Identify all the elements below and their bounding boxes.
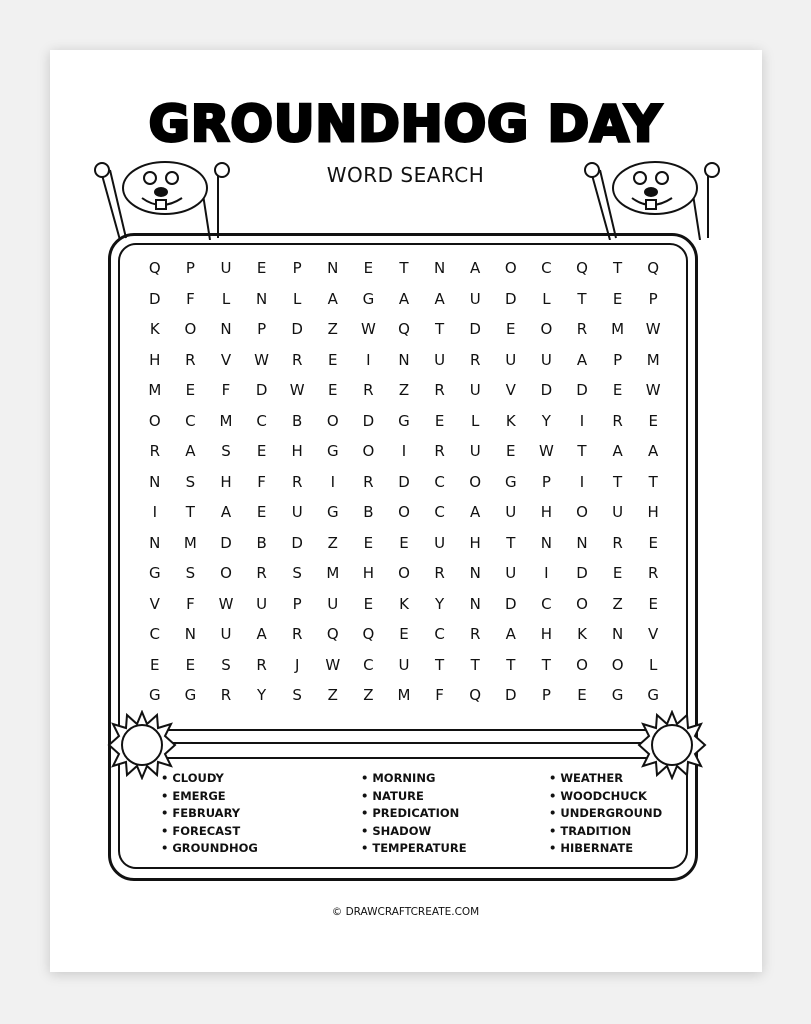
grid-letter: Z xyxy=(612,594,623,613)
word-item: • NATURE xyxy=(361,788,467,806)
grid-letter: P xyxy=(541,686,551,704)
grid-letter: R xyxy=(647,564,659,582)
grid-letter: D xyxy=(291,320,303,338)
grid-letter: W xyxy=(325,655,341,674)
grid-letter: N xyxy=(576,533,588,552)
grid-letter: A xyxy=(505,625,516,643)
grid-letter: N xyxy=(327,259,339,277)
grid-letter: Z xyxy=(398,381,410,399)
grid-letter: O xyxy=(220,564,232,582)
word-item: • UNDERGROUND xyxy=(549,805,662,823)
grid-letter: V xyxy=(505,381,516,399)
grid-letter: E xyxy=(648,533,658,552)
grid-letter: U xyxy=(291,503,303,521)
grid-letter: D xyxy=(291,533,303,552)
grid-letter: O xyxy=(184,320,197,338)
grid-letter: U xyxy=(540,350,552,369)
grid-letter: E xyxy=(185,381,196,399)
grid-letter: A xyxy=(220,503,232,521)
grid-letter: O xyxy=(611,655,624,674)
grid-letter: O xyxy=(576,503,588,521)
grid-letter: R xyxy=(256,564,267,582)
grid-letter: E xyxy=(363,533,374,552)
grid-letter: A xyxy=(185,442,196,460)
word-item: • PREDICATION xyxy=(361,805,467,823)
grid-letter: R xyxy=(612,411,623,430)
grid-letter: N xyxy=(255,289,268,308)
grid-letter: P xyxy=(541,472,551,491)
grid-letter: R xyxy=(220,686,232,704)
grid-letter: P xyxy=(648,289,658,308)
grid-letter: R xyxy=(291,472,303,491)
grid-letter: M xyxy=(611,320,625,338)
grid-letter: G xyxy=(326,442,339,460)
grid-letter: Z xyxy=(327,533,338,552)
grid-letter: Q xyxy=(647,259,660,277)
word-item: • FORECAST xyxy=(161,823,258,841)
grid-letter: T xyxy=(613,472,623,491)
grid-letter: C xyxy=(256,411,267,430)
grid-letter: F xyxy=(186,594,195,613)
grid-letter: B xyxy=(363,503,374,521)
grid-letter: N xyxy=(184,625,196,643)
grid-letter: I xyxy=(401,442,407,460)
word-item: • GROUNDHOG xyxy=(161,840,258,858)
grid-letter: K xyxy=(505,411,516,430)
grid-letter: R xyxy=(185,350,196,369)
grid-letter: O xyxy=(576,655,588,674)
grid-letter: F xyxy=(435,686,444,704)
grid-letter: H xyxy=(469,533,481,552)
grid-letter: R xyxy=(434,381,445,399)
grid-letter: N xyxy=(611,625,624,643)
grid-letter: A xyxy=(434,289,445,308)
grid-letter: D xyxy=(362,411,375,430)
grid-letter: W xyxy=(360,320,376,338)
grid-letter: P xyxy=(185,259,195,277)
grid-letter: M xyxy=(148,381,162,399)
letter-grid xyxy=(137,253,671,711)
grid-letter: R xyxy=(434,564,445,582)
grid-letter: D xyxy=(220,533,232,552)
grid-letter: N xyxy=(398,350,410,369)
word-list-column-1 xyxy=(161,770,258,858)
grid-letter: I xyxy=(579,472,585,491)
grid-letter: O xyxy=(148,411,161,430)
grid-letter: E xyxy=(506,320,516,338)
grid-letter: V xyxy=(220,350,232,369)
grid-letter: A xyxy=(256,625,267,643)
grid-letter: O xyxy=(576,594,588,613)
grid-letter: E xyxy=(185,655,196,674)
grid-letter: Q xyxy=(148,259,161,277)
grid-letter: Y xyxy=(257,686,267,704)
grid-letter: E xyxy=(150,655,160,674)
word-list-column-3 xyxy=(549,770,662,858)
grid-letter: H xyxy=(149,350,161,369)
word-item: • TEMPERATURE xyxy=(361,840,467,858)
grid-letter: P xyxy=(257,320,267,338)
grid-letter: L xyxy=(542,289,551,308)
grid-letter: T xyxy=(185,503,195,521)
grid-letter: C xyxy=(541,259,552,277)
grid-letter: Q xyxy=(326,625,339,643)
word-item: • FEBRUARY xyxy=(161,805,258,823)
grid-letter: I xyxy=(330,472,335,491)
grid-letter: N xyxy=(220,320,232,338)
grid-letter: E xyxy=(434,411,445,430)
grid-letter: T xyxy=(648,472,658,491)
grid-letter: E xyxy=(256,503,267,521)
grid-letter: U xyxy=(469,381,481,399)
grid-letter: T xyxy=(577,442,587,460)
grid-letter: A xyxy=(576,350,588,369)
grid-letter: G xyxy=(148,686,161,704)
grid-letter: M xyxy=(646,350,660,369)
grid-letter: A xyxy=(612,442,623,460)
grid-letter: M xyxy=(183,533,197,552)
word-item: • WOODCHUCK xyxy=(549,788,662,806)
grid-letter: G xyxy=(398,411,410,430)
grid-letter: U xyxy=(434,533,446,552)
grid-letter: A xyxy=(470,503,481,521)
grid-letter: T xyxy=(506,655,516,674)
grid-letter: M xyxy=(326,564,340,582)
grid-letter: N xyxy=(149,472,161,491)
grid-letter: Q xyxy=(576,259,588,277)
grid-letter: E xyxy=(612,289,623,308)
grid-letter: E xyxy=(648,411,658,430)
grid-letter: C xyxy=(434,625,445,643)
grid-letter: D xyxy=(255,381,268,399)
grid-letter: U xyxy=(256,594,268,613)
grid-letter: R xyxy=(434,442,445,460)
copyright-footer: © DRAWCRAFTCREATE.COM xyxy=(331,906,480,918)
grid-letter: U xyxy=(327,594,339,613)
grid-letter: L xyxy=(649,655,658,674)
grid-letter: D xyxy=(469,320,481,338)
grid-letter: G xyxy=(611,686,624,704)
grid-letter: T xyxy=(435,655,445,674)
grid-letter: S xyxy=(185,472,196,491)
grid-letter: S xyxy=(221,655,231,674)
grid-letter: Q xyxy=(398,320,410,338)
grid-letter: R xyxy=(363,472,374,491)
grid-letter: U xyxy=(469,442,481,460)
grid-letter: P xyxy=(613,350,623,369)
grid-letter: A xyxy=(327,289,338,308)
grid-letter: E xyxy=(363,594,374,613)
grid-letter: O xyxy=(398,564,410,582)
grid-letter: H xyxy=(362,564,375,582)
grid-letter: B xyxy=(256,533,267,552)
grid-letter: Q xyxy=(469,686,482,704)
grid-letter: C xyxy=(185,411,196,430)
grid-letter: G xyxy=(647,686,659,704)
grid-letter: S xyxy=(185,564,196,582)
grid-letter: I xyxy=(152,503,158,521)
grid-letter: N xyxy=(469,594,481,613)
word-item: • SHADOW xyxy=(361,823,467,841)
grid-letter: K xyxy=(399,594,409,613)
grid-letter: C xyxy=(363,655,374,674)
grid-letter: E xyxy=(648,594,658,613)
grid-letter: I xyxy=(579,411,585,430)
grid-letter: R xyxy=(363,381,374,399)
grid-letter: U xyxy=(505,350,517,369)
grid-letter: F xyxy=(257,472,266,491)
grid-letter: D xyxy=(505,289,517,308)
grid-letter: T xyxy=(470,655,480,674)
grid-letter: Y xyxy=(435,594,445,613)
grid-letter: U xyxy=(220,625,232,643)
grid-letter: T xyxy=(399,259,409,277)
grid-letter: H xyxy=(291,442,303,460)
grid-letter: K xyxy=(149,320,160,338)
grid-letter: L xyxy=(221,289,231,308)
grid-letter: I xyxy=(366,350,371,369)
grid-letter: J xyxy=(294,655,300,674)
grid-letter: Y xyxy=(541,411,551,430)
word-item: • CLOUDY xyxy=(161,770,258,788)
grid-letter: C xyxy=(541,594,552,613)
grid-letter: D xyxy=(540,381,553,399)
grid-letter: Z xyxy=(327,686,338,704)
grid-letter: C xyxy=(434,472,445,491)
grid-letter: G xyxy=(362,289,375,308)
grid-letter: O xyxy=(504,259,517,277)
grid-letter: S xyxy=(221,442,231,460)
grid-letter: N xyxy=(469,564,481,582)
grid-letter: P xyxy=(292,594,302,613)
page-title: GROUNDHOG DAY xyxy=(148,95,663,153)
grid-letter: H xyxy=(220,472,232,491)
grid-letter: G xyxy=(184,686,197,704)
grid-letter: D xyxy=(505,594,517,613)
grid-letter: E xyxy=(612,564,623,582)
grid-letter: R xyxy=(149,442,161,460)
grid-letter: G xyxy=(504,472,517,491)
grid-letter: W xyxy=(645,381,661,399)
grid-letter: E xyxy=(577,686,587,704)
grid-letter: U xyxy=(505,503,517,521)
grid-letter: D xyxy=(149,289,161,308)
grid-letter: E xyxy=(363,259,374,277)
grid-letter: R xyxy=(291,350,303,369)
grid-letter: D xyxy=(576,564,588,582)
grid-letter: F xyxy=(221,381,231,399)
grid-letter: T xyxy=(435,320,445,338)
word-item: • WEATHER xyxy=(549,770,662,788)
grid-letter: Z xyxy=(327,320,338,338)
grid-letter: A xyxy=(470,259,481,277)
grid-letter: L xyxy=(471,411,480,430)
grid-letter: R xyxy=(291,625,303,643)
grid-letter: O xyxy=(398,503,410,521)
grid-letter: Q xyxy=(362,625,375,643)
grid-letter: U xyxy=(612,503,624,521)
grid-letter: D xyxy=(398,472,410,491)
grid-letter: T xyxy=(506,533,516,552)
grid-letter: D xyxy=(576,381,588,399)
grid-letter: T xyxy=(577,289,587,308)
grid-letter: C xyxy=(149,625,161,643)
grid-letter: W xyxy=(538,442,554,460)
grid-letter: B xyxy=(292,411,303,430)
grid-letter: R xyxy=(576,320,588,338)
grid-letter: U xyxy=(398,655,410,674)
grid-letter: E xyxy=(256,442,267,460)
grid-letter: N xyxy=(433,259,446,277)
word-item: • MORNING xyxy=(361,770,467,788)
grid-letter: E xyxy=(328,381,338,399)
grid-letter: E xyxy=(399,625,409,643)
grid-letter: U xyxy=(434,350,446,369)
grid-letter: P xyxy=(292,259,302,277)
grid-letter: E xyxy=(399,533,409,552)
grid-letter: G xyxy=(148,564,161,582)
grid-letter: O xyxy=(326,411,339,430)
grid-letter: W xyxy=(645,320,661,338)
grid-letter: H xyxy=(647,503,659,521)
grid-letter: R xyxy=(256,655,267,674)
groundhog-right-illustration xyxy=(580,150,730,240)
grid-letter: D xyxy=(505,686,517,704)
grid-letter: Z xyxy=(363,686,374,704)
groundhog-left-illustration xyxy=(90,150,240,240)
grid-letter: W xyxy=(289,381,305,399)
grid-letter: O xyxy=(362,442,375,460)
grid-letter: H xyxy=(540,625,553,643)
grid-letter: T xyxy=(541,655,551,674)
grid-letter: E xyxy=(506,442,516,460)
grid-letter: I xyxy=(544,564,549,582)
grid-letter: M xyxy=(397,686,411,704)
grid-letter: R xyxy=(612,533,623,552)
grid-letter: N xyxy=(149,533,161,552)
word-list-column-2 xyxy=(361,770,467,858)
grid-letter: U xyxy=(220,259,232,277)
grid-letter: K xyxy=(577,625,587,643)
grid-letter: E xyxy=(612,381,623,399)
grid-letter: S xyxy=(292,686,302,704)
page-subtitle: WORD SEARCH xyxy=(326,163,485,187)
grid-letter: O xyxy=(469,472,482,491)
grid-letter: R xyxy=(469,625,481,643)
grid-letter: U xyxy=(505,564,517,582)
grid-letter: H xyxy=(540,503,553,521)
grid-letter: M xyxy=(219,411,233,430)
grid-letter: S xyxy=(292,564,302,582)
grid-letter: W xyxy=(254,350,270,369)
grid-letter: V xyxy=(648,625,659,643)
grid-letter: G xyxy=(326,503,339,521)
word-item: • EMERGE xyxy=(161,788,258,806)
grid-letter: E xyxy=(328,350,338,369)
grid-letter: N xyxy=(540,533,552,552)
grid-letter: C xyxy=(434,503,445,521)
grid-letter: W xyxy=(218,594,234,613)
grid-letter: A xyxy=(648,442,659,460)
grid-letter: F xyxy=(186,289,195,308)
word-item: • HIBERNATE xyxy=(549,840,662,858)
grid-letter: R xyxy=(469,350,481,369)
grid-letter: U xyxy=(469,289,481,308)
grid-letter: E xyxy=(256,259,267,277)
grid-letter: L xyxy=(293,289,302,308)
divider-bar xyxy=(150,729,666,759)
grid-letter: T xyxy=(613,259,623,277)
grid-letter: V xyxy=(149,594,160,613)
grid-letter: A xyxy=(398,289,410,308)
word-item: • TRADITION xyxy=(549,823,662,841)
grid-letter: O xyxy=(540,320,553,338)
